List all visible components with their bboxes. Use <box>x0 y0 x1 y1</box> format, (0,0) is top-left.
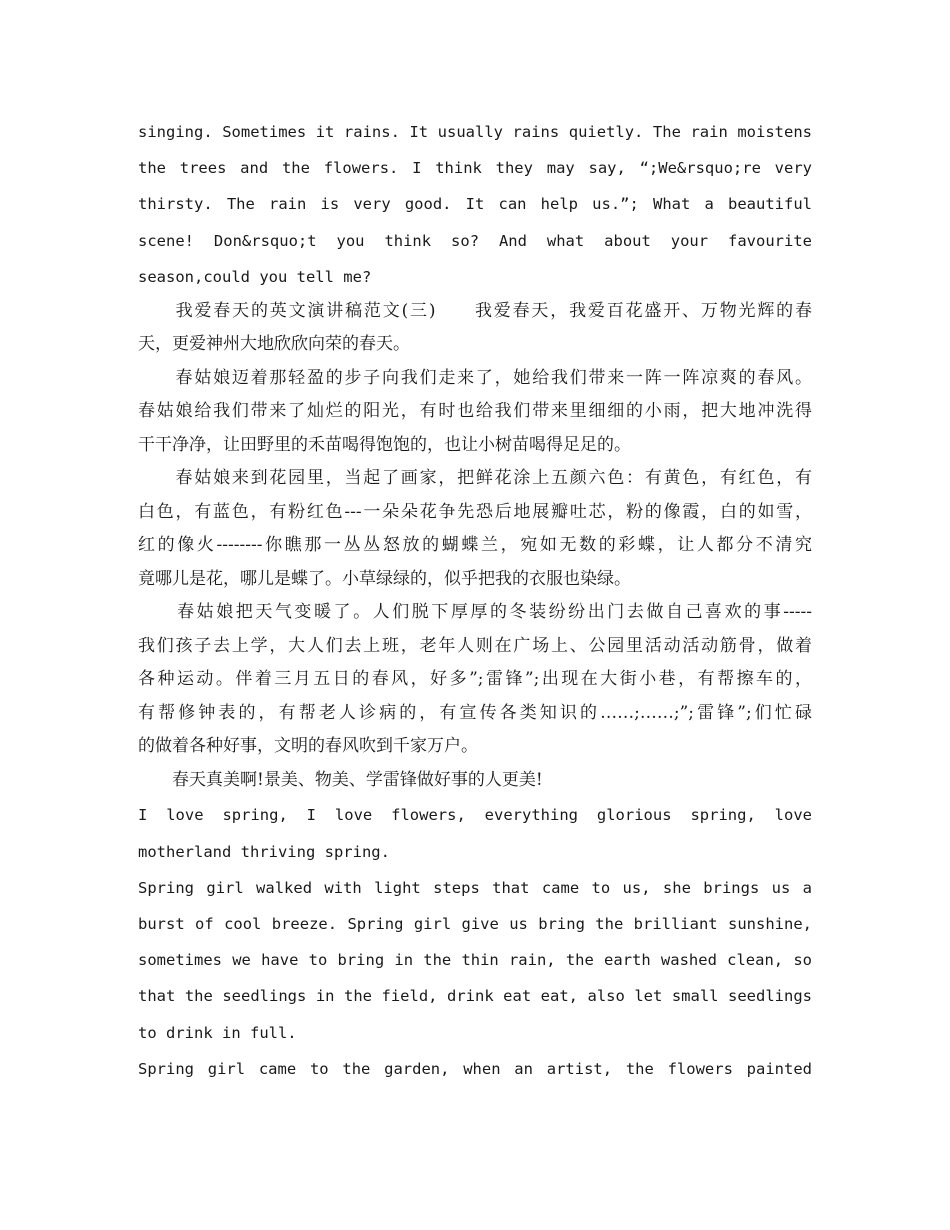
text-line: Spring girl walked with light steps that came to us, she brings us a <box>138 878 812 897</box>
text-line: 红的像火--------你瞧那一丛丛怒放的蝴蝶兰，宛如无数的彩蝶，让人都分不清究 <box>138 535 812 556</box>
text-line: thirsty. The rain is very good. It can help us.”; What a beautiful <box>138 195 812 214</box>
text-line: season,could you tell me? <box>138 267 372 286</box>
text-line: 春姑娘来到花园里，当起了画家，把鲜花涂上五颜六色：有黄色，有红色，有 <box>138 468 812 489</box>
text-line: to drink in full. <box>138 1023 297 1042</box>
text-line: 春姑娘把天气变暖了。人们脱下厚厚的冬装纷纷出门去做自己喜欢的事----- <box>138 602 812 623</box>
text-line: Spring girl came to the garden, when an artist, the flowers painted <box>138 1059 812 1078</box>
text-line: scene! Don&rsquo;t you think so? And what about your favourite <box>138 231 812 250</box>
paragraph-chinese-4 <box>138 596 812 764</box>
text-line: 各种运动。伴着三月五日的春风，好多”;雷锋”;出现在大街小巷，有帮擦车的， <box>138 669 812 690</box>
text-line: I love spring, I love flowers, everything glorious spring, love <box>138 806 812 825</box>
text-line: 我爱春天的英文演讲稿范文(三) 我爱春天，我爱百花盛开、万物光辉的春 <box>138 300 812 321</box>
paragraph-english-1 <box>138 114 812 295</box>
text-line: motherland thriving spring. <box>138 842 390 861</box>
text-line: that the seedlings in the field, drink eat eat, also let small seedlings <box>138 987 812 1006</box>
text-line: 竟哪儿是花，哪儿是蝶了。小草绿绿的，似乎把我的衣服也染绿。 <box>138 568 631 589</box>
paragraph-chinese-3 <box>138 462 812 596</box>
paragraph-english-2 <box>138 797 812 869</box>
paragraph-chinese-5 <box>138 764 812 798</box>
paragraph-chinese-heading <box>138 295 812 362</box>
text-line: 春姑娘给我们带来了灿烂的阳光，有时也给我们带来里细细的小雨，把大地冲洗得 <box>138 401 812 422</box>
text-line: 的做着各种好事，文明的春风吹到千家万户。 <box>138 736 478 757</box>
paragraph-english-4 <box>138 1051 812 1087</box>
text-line: the trees and the flowers. I think they may say, “;We&rsquo;re very <box>138 159 812 178</box>
text-line: 春天真美啊!景美、物美、学雷锋做好事的人更美! <box>138 769 543 790</box>
text-line: burst of cool breeze. Spring girl give us bring the brilliant sunshine, <box>138 915 812 933</box>
text-line: 春姑娘迈着那轻盈的步子向我们走来了，她给我们带来一阵一阵凉爽的春风。 <box>138 367 812 388</box>
text-line: singing. Sometimes it rains. It usually rains quietly. The rain moistens <box>138 123 812 141</box>
text-line: 我们孩子去上学，大人们去上班，老年人则在广场上、公园里活动活动筋骨，做着 <box>138 635 812 656</box>
text-line: 天，更爱神州大地欣欣向荣的春天。 <box>138 334 410 355</box>
text-line: 干干净净，让田野里的禾苗喝得饱饱的，也让小树苗喝得足足的。 <box>138 434 631 455</box>
paragraph-chinese-2 <box>138 362 812 463</box>
paragraph-english-3 <box>138 870 812 1051</box>
document-page <box>138 114 812 1087</box>
text-line: 白色，有蓝色，有粉红色---一朵朵花争先恐后地展瓣吐芯，粉的像霞，白的如雪， <box>138 501 812 522</box>
text-line: sometimes we have to bring in the thin rain, the earth washed clean, so <box>138 951 812 970</box>
text-line: 有帮修钟表的，有帮老人诊病的，有宣传各类知识的……;……;”;雷锋”;们忙碌 <box>138 702 812 723</box>
